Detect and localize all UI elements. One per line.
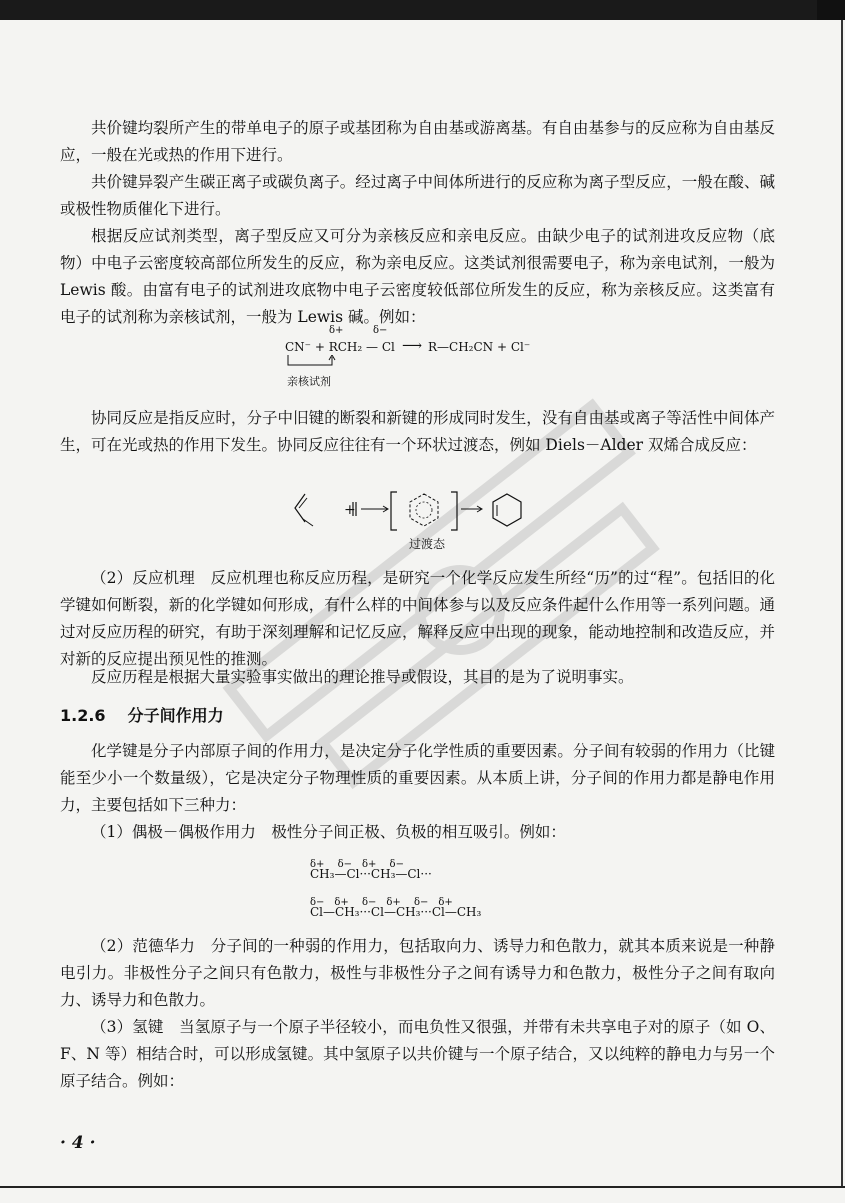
delta-plus-label: δ+	[329, 325, 344, 336]
paragraph-van-der-waals: （2）范德华力 分子间的一种弱的作用力，包括取向力、诱导力和色散力，就其本质来说是一种静电引力。非极性分子之间只有色散力，极性与非极性分子之间有诱导力和色散力，极性分子之间有取向力、诱导力和色散力。	[60, 937, 775, 1009]
nucleophile-label: 亲核试剂	[287, 375, 331, 388]
paragraph-mechanism: （2）反应机理 反应机理也称反应历程，是研究一个化学反应发生所经“历”的过“程”。包括旧的化学键如何断裂，新的化学键如何形成，有什么样的中间体参与以及反应条件起什么作用等一系列问题。通过对反应历程的研究，有助于深刻理解和记忆反应，解释反应中出现的现象，能动地控制和改造反应，并对新的反应提出预见性的推测。	[60, 569, 775, 668]
paragraph-dipole: （1）偶极－偶极作用力 极性分子间正极、负极的相互吸引。例如：	[91, 823, 566, 841]
paragraph-intermolecular: 化学键是分子内部原子间的作用力，是决定分子化学性质的重要因素。分子间有较弱的作用力（比键能至少小一个数量级），它是决定分子物理性质的重要因素。从本质上讲，分子间的作用力都是静电作用力，主要包括如下三种力：	[60, 742, 775, 814]
reaction-reactants: CN⁻ + RCH₂ — Cl	[285, 340, 395, 354]
dipole-row1-charges: δ+ δ− δ+ δ−	[310, 859, 404, 870]
paragraph-mechanism-note: 反应历程是根据大量实验事实做出的理论推导或假设，其目的是为了说明事实。	[91, 668, 634, 686]
reaction-products: R—CH₂CN + Cl⁻	[428, 340, 531, 354]
scan-right-edge	[841, 20, 843, 1186]
paragraph-concerted: 协同反应是指反应时，分子中旧键的断裂和新键的形成同时发生，没有自由基或离子等活性中间体产生，可在光或热的作用下发生。协同反应往往有一个环状过渡态，例如 Diels－Alder 双烯合成反应：	[60, 409, 775, 454]
dipole-row1-formula: CH₃—Cl···CH₃—Cl···	[310, 867, 432, 881]
dipole-row2-charges: δ− δ+ δ− δ+ δ− δ+	[310, 897, 453, 908]
nucleophile-bracket	[284, 355, 344, 371]
dipole-row2-formula: Cl—CH₃···Cl—CH₃···Cl—CH₃	[310, 905, 482, 919]
scan-bottom-border	[0, 1186, 845, 1188]
section-title: 分子间作用力	[127, 706, 224, 725]
transition-state-label: 过渡态	[409, 537, 446, 551]
delta-minus-label: δ−	[373, 325, 388, 336]
page-number: · 4 ·	[60, 1133, 96, 1153]
paragraph-free-radical: 共价键均裂所产生的带单电子的原子或基团称为自由基或游离基。有自由基参与的反应称为自由基反应，一般在光或热的作用下进行。	[60, 119, 775, 164]
reaction-arrow: ⟶	[402, 338, 423, 354]
section-number: 1.2.6	[60, 706, 106, 725]
paragraph-ionic: 共价键异裂产生碳正离子或碳负离子。经过离子中间体所进行的反应称为离子型反应，一般在酸、碱或极性物质催化下进行。	[60, 173, 775, 218]
paragraph-hydrogen-bond: （3）氢键 当氢原子与一个原子半径较小，而电负性又很强，并带有未共享电子对的原子（如 O、F、N 等）相结合时，可以形成氢键。其中氢原子以共价键与一个原子结合，又以纯粹的静电力与另一个原子结合。例如：	[60, 1018, 775, 1090]
plus-sign: +	[344, 502, 356, 518]
scan-top-border	[0, 0, 845, 20]
section-heading	[60, 703, 224, 726]
paragraph-nucleophilic: 根据反应试剂类型，离子型反应又可分为亲核反应和亲电反应。由缺少电子的试剂进攻反应物（底物）中电子云密度较高部位所发生的反应，称为亲电反应。这类试剂很需要电子，称为亲电试剂，一般为 Lewis 酸。由富有电子的试剂进攻底物中电子云密度较低部位所发生的反应，称为亲核反应。这类富有电子的试剂称为亲核试剂，一般为 Lewis 碱。例如：	[60, 227, 775, 326]
